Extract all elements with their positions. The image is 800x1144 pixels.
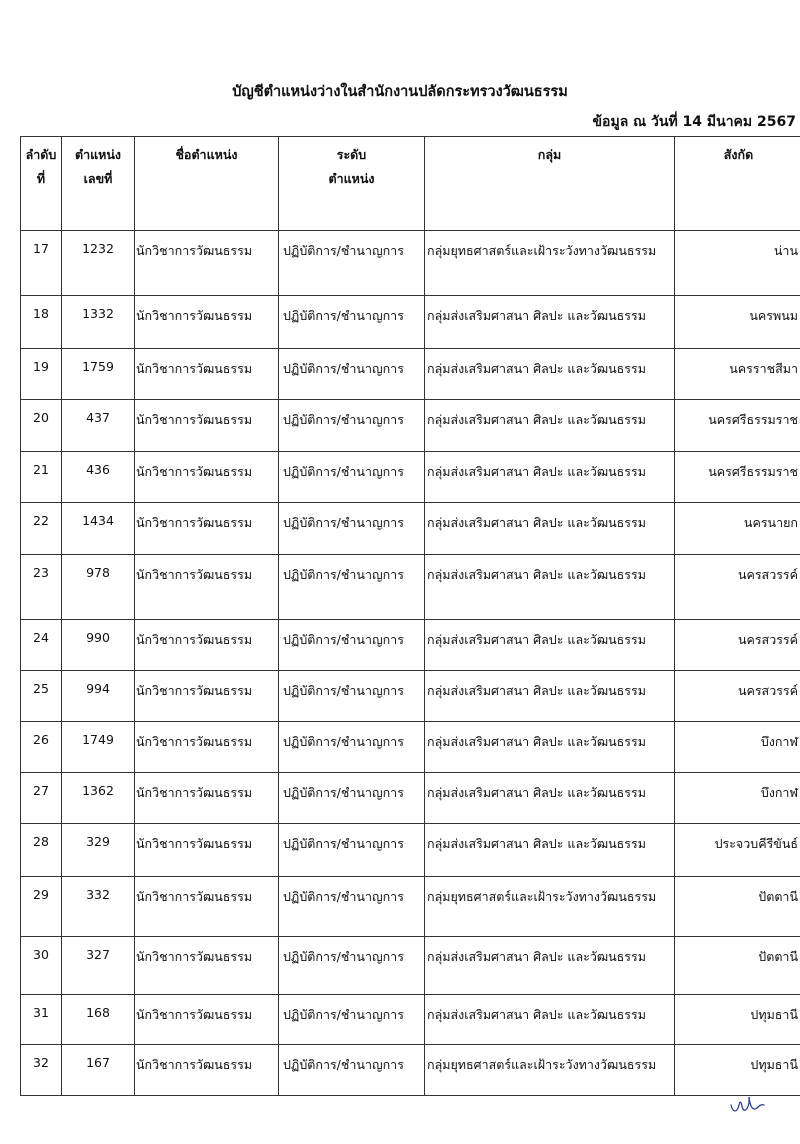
cell-level: ปฏิบัติการ/ชำนาญการ xyxy=(279,452,425,503)
cell-order: 28 xyxy=(21,824,62,877)
header-order xyxy=(21,137,62,231)
cell-level: ปฏิบัติการ/ชำนาญการ xyxy=(279,296,425,349)
vacancy-table xyxy=(20,136,800,1096)
cell-group: กลุ่มส่งเสริมศาสนา ศิลปะ และวัฒนธรรม xyxy=(425,671,675,722)
table-row xyxy=(21,555,800,620)
header-group: กลุ่ม xyxy=(425,137,675,231)
cell-group: กลุ่มส่งเสริมศาสนา ศิลปะ และวัฒนธรรม xyxy=(425,824,675,877)
cell-department: น่าน xyxy=(675,231,800,296)
cell-order: 31 xyxy=(21,995,62,1045)
cell-order: 21 xyxy=(21,452,62,503)
cell-department: ปทุมธานี xyxy=(675,995,800,1045)
table-row xyxy=(21,231,800,296)
cell-position-number: 167 xyxy=(62,1045,135,1096)
cell-group: กลุ่มส่งเสริมศาสนา ศิลปะ และวัฒนธรรม xyxy=(425,722,675,773)
cell-position-name: นักวิชาการวัฒนธรรม xyxy=(135,555,279,620)
header-level-line1: ระดับ xyxy=(336,147,367,162)
cell-position-number: 168 xyxy=(62,995,135,1045)
table-row xyxy=(21,349,800,400)
table-body xyxy=(21,231,800,1096)
header-position-line1: ตำแหน่ง xyxy=(74,147,122,162)
header-order-line1: ลำดับ xyxy=(25,147,57,162)
cell-department: บึงกาฬ xyxy=(675,722,800,773)
cell-position-number: 329 xyxy=(62,824,135,877)
cell-position-number: 1434 xyxy=(62,503,135,555)
cell-order: 29 xyxy=(21,877,62,937)
cell-order: 26 xyxy=(21,722,62,773)
cell-level: ปฏิบัติการ/ชำนาญการ xyxy=(279,503,425,555)
cell-order: 25 xyxy=(21,671,62,722)
cell-group: กลุ่มยุทธศาสตร์และเฝ้าระวังทางวัฒนธรรม xyxy=(425,1045,675,1096)
cell-position-number: 436 xyxy=(62,452,135,503)
cell-group: กลุ่มส่งเสริมศาสนา ศิลปะ และวัฒนธรรม xyxy=(425,400,675,452)
cell-department: ปัตตานี xyxy=(675,877,800,937)
cell-position-number: 1232 xyxy=(62,231,135,296)
cell-department: นครสวรรค์ xyxy=(675,620,800,671)
cell-order: 24 xyxy=(21,620,62,671)
cell-position-number: 978 xyxy=(62,555,135,620)
cell-department: นครพนม xyxy=(675,296,800,349)
table-row xyxy=(21,296,800,349)
cell-department: นครนายก xyxy=(675,503,800,555)
cell-level: ปฏิบัติการ/ชำนาญการ xyxy=(279,671,425,722)
cell-position-number: 1362 xyxy=(62,773,135,824)
cell-position-name: นักวิชาการวัฒนธรรม xyxy=(135,671,279,722)
cell-position-name: นักวิชาการวัฒนธรรม xyxy=(135,773,279,824)
cell-department: ปัตตานี xyxy=(675,937,800,995)
header-level xyxy=(279,137,425,231)
cell-group: กลุ่มส่งเสริมศาสนา ศิลปะ และวัฒนธรรม xyxy=(425,503,675,555)
cell-level: ปฏิบัติการ/ชำนาญการ xyxy=(279,620,425,671)
cell-order: 20 xyxy=(21,400,62,452)
cell-position-number: 1759 xyxy=(62,349,135,400)
header-position-line2: เลขที่ xyxy=(83,171,113,186)
cell-order: 27 xyxy=(21,773,62,824)
cell-position-number: 990 xyxy=(62,620,135,671)
cell-order: 19 xyxy=(21,349,62,400)
cell-level: ปฏิบัติการ/ชำนาญการ xyxy=(279,349,425,400)
cell-level: ปฏิบัติการ/ชำนาญการ xyxy=(279,722,425,773)
cell-group: กลุ่มส่งเสริมศาสนา ศิลปะ และวัฒนธรรม xyxy=(425,773,675,824)
cell-position-name: นักวิชาการวัฒนธรรม xyxy=(135,937,279,995)
table-row xyxy=(21,620,800,671)
cell-position-name: นักวิชาการวัฒนธรรม xyxy=(135,503,279,555)
cell-group: กลุ่มยุทธศาสตร์และเฝ้าระวังทางวัฒนธรรม xyxy=(425,231,675,296)
table-row xyxy=(21,877,800,937)
cell-level: ปฏิบัติการ/ชำนาญการ xyxy=(279,824,425,877)
cell-department: นครสวรรค์ xyxy=(675,555,800,620)
table-header-row xyxy=(21,137,800,231)
table-row xyxy=(21,824,800,877)
table-row xyxy=(21,722,800,773)
cell-order: 18 xyxy=(21,296,62,349)
header-position-number xyxy=(62,137,135,231)
table-row xyxy=(21,995,800,1045)
cell-order: 23 xyxy=(21,555,62,620)
table-row xyxy=(21,400,800,452)
cell-level: ปฏิบัติการ/ชำนาญการ xyxy=(279,877,425,937)
cell-position-name: นักวิชาการวัฒนธรรม xyxy=(135,1045,279,1096)
cell-order: 17 xyxy=(21,231,62,296)
cell-level: ปฏิบัติการ/ชำนาญการ xyxy=(279,400,425,452)
cell-department: บึงกาฬ xyxy=(675,773,800,824)
header-department: สังกัด xyxy=(675,137,800,231)
cell-position-number: 332 xyxy=(62,877,135,937)
cell-level: ปฏิบัติการ/ชำนาญการ xyxy=(279,773,425,824)
cell-group: กลุ่มส่งเสริมศาสนา ศิลปะ และวัฒนธรรม xyxy=(425,995,675,1045)
table-row xyxy=(21,503,800,555)
cell-group: กลุ่มยุทธศาสตร์และเฝ้าระวังทางวัฒนธรรม xyxy=(425,877,675,937)
cell-position-name: นักวิชาการวัฒนธรรม xyxy=(135,400,279,452)
cell-level: ปฏิบัติการ/ชำนาญการ xyxy=(279,995,425,1045)
table-row xyxy=(21,937,800,995)
cell-order: 30 xyxy=(21,937,62,995)
cell-department: นครสวรรค์ xyxy=(675,671,800,722)
cell-level: ปฏิบัติการ/ชำนาญการ xyxy=(279,231,425,296)
cell-level: ปฏิบัติการ/ชำนาญการ xyxy=(279,937,425,995)
cell-group: กลุ่มส่งเสริมศาสนา ศิลปะ และวัฒนธรรม xyxy=(425,620,675,671)
header-level-line2: ตำแหน่ง xyxy=(328,171,375,186)
cell-department: ปทุมธานี xyxy=(675,1045,800,1096)
cell-position-number: 327 xyxy=(62,937,135,995)
cell-department: นครราชสีมา xyxy=(675,349,800,400)
cell-position-name: นักวิชาการวัฒนธรรม xyxy=(135,296,279,349)
cell-position-name: นักวิชาการวัฒนธรรม xyxy=(135,824,279,877)
cell-position-name: นักวิชาการวัฒนธรรม xyxy=(135,452,279,503)
cell-group: กลุ่มส่งเสริมศาสนา ศิลปะ และวัฒนธรรม xyxy=(425,452,675,503)
cell-group: กลุ่มส่งเสริมศาสนา ศิลปะ และวัฒนธรรม xyxy=(425,555,675,620)
header-position-name: ชื่อตำแหน่ง xyxy=(135,137,279,231)
cell-department: นครศรีธรรมราช xyxy=(675,452,800,503)
cell-position-number: 437 xyxy=(62,400,135,452)
cell-group: กลุ่มส่งเสริมศาสนา ศิลปะ และวัฒนธรรม xyxy=(425,296,675,349)
cell-order: 32 xyxy=(21,1045,62,1096)
cell-department: ประจวบคีรีขันธ์ xyxy=(675,824,800,877)
cell-level: ปฏิบัติการ/ชำนาญการ xyxy=(279,1045,425,1096)
data-as-of-date: ข้อมูล ณ วันที่ 14 มีนาคม 2567 xyxy=(592,114,796,130)
cell-level: ปฏิบัติการ/ชำนาญการ xyxy=(279,555,425,620)
cell-position-number: 1332 xyxy=(62,296,135,349)
cell-position-number: 1749 xyxy=(62,722,135,773)
cell-position-name: นักวิชาการวัฒนธรรม xyxy=(135,620,279,671)
table-row xyxy=(21,671,800,722)
handwritten-initials xyxy=(728,1093,768,1115)
cell-group: กลุ่มส่งเสริมศาสนา ศิลปะ และวัฒนธรรม xyxy=(425,349,675,400)
cell-position-name: นักวิชาการวัฒนธรรม xyxy=(135,995,279,1045)
table-row xyxy=(21,452,800,503)
cell-department: นครศรีธรรมราช xyxy=(675,400,800,452)
cell-group: กลุ่มส่งเสริมศาสนา ศิลปะ และวัฒนธรรม xyxy=(425,937,675,995)
cell-position-name: นักวิชาการวัฒนธรรม xyxy=(135,349,279,400)
cell-position-name: นักวิชาการวัฒนธรรม xyxy=(135,877,279,937)
document-title: บัญชีตำแหน่งว่างในสำนักงานปลัดกระทรวงวัฒนธรรม xyxy=(232,84,568,100)
cell-position-name: นักวิชาการวัฒนธรรม xyxy=(135,722,279,773)
table-row xyxy=(21,1045,800,1096)
cell-position-number: 994 xyxy=(62,671,135,722)
header-order-line2: ที่ xyxy=(36,171,46,186)
cell-order: 22 xyxy=(21,503,62,555)
table-row xyxy=(21,773,800,824)
cell-position-name: นักวิชาการวัฒนธรรม xyxy=(135,231,279,296)
